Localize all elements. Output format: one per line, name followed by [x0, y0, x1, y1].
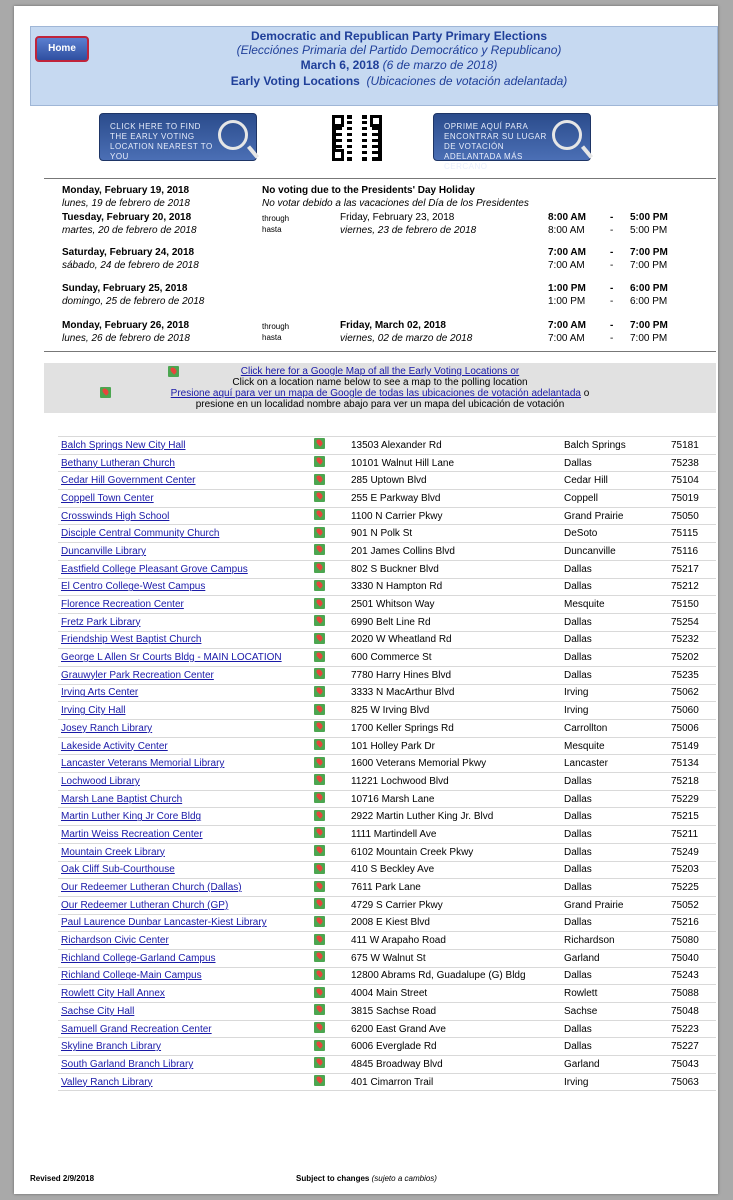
- location-name-link[interactable]: Lakeside Activity Center: [61, 740, 168, 752]
- location-city: Rowlett: [561, 985, 668, 1003]
- location-zip: 75229: [668, 790, 716, 808]
- location-name-link[interactable]: Our Redeemer Lutheran Church (GP): [61, 899, 229, 911]
- all-locations-map-link-spanish[interactable]: Presione aquí para ver un mapa de Google de todas las ubicaciones de votación adelantada: [170, 388, 581, 399]
- location-city: Carrollton: [561, 720, 668, 738]
- location-row: [58, 985, 716, 1003]
- map-instruction-es: presione en un localidad nombre abajo para ver un mapa del ubicación de votación: [195, 399, 565, 410]
- location-address: 410 S Beckley Ave: [348, 861, 561, 879]
- location-address: 2008 E Kiest Blvd: [348, 914, 561, 932]
- location-name-link[interactable]: Skyline Branch Library: [61, 1041, 162, 1053]
- location-city: Dallas: [561, 967, 668, 985]
- location-zip: 75134: [668, 755, 716, 773]
- location-name-link[interactable]: Our Redeemer Lutheran Church (Dallas): [61, 882, 242, 894]
- location-name-link[interactable]: Richland College-Main Campus: [61, 970, 202, 982]
- location-address: 12800 Abrams Rd, Guadalupe (G) Bldg: [348, 967, 561, 985]
- location-address: 1111 Martindell Ave: [348, 826, 561, 844]
- location-address: 6200 East Grand Ave: [348, 1020, 561, 1038]
- location-name-link[interactable]: Duncanville Library: [61, 545, 147, 557]
- location-zip: 75052: [668, 896, 716, 914]
- google-maps-icon[interactable]: [314, 527, 325, 538]
- location-city: Dallas: [561, 454, 668, 472]
- location-city: Coppell: [561, 490, 668, 508]
- google-maps-icon[interactable]: [314, 651, 325, 662]
- location-address: 600 Commerce St: [348, 649, 561, 667]
- google-map-section: [44, 363, 716, 413]
- location-row: [58, 684, 716, 702]
- location-name-link[interactable]: Bethany Lutheran Church: [61, 457, 175, 469]
- location-zip: 75223: [668, 1020, 716, 1038]
- google-maps-icon[interactable]: [314, 951, 325, 962]
- location-zip: 75116: [668, 543, 716, 561]
- google-maps-icon[interactable]: [314, 633, 325, 644]
- location-city: Dallas: [561, 808, 668, 826]
- location-address: 2020 W Wheatland Rd: [348, 631, 561, 649]
- location-name-link[interactable]: Grauwyler Park Recreation Center: [61, 669, 214, 681]
- location-zip: 75216: [668, 914, 716, 932]
- location-zip: 75080: [668, 932, 716, 950]
- google-maps-icon[interactable]: [314, 668, 325, 679]
- location-zip: 75149: [668, 737, 716, 755]
- location-zip: 75019: [668, 490, 716, 508]
- location-city: Dallas: [561, 560, 668, 578]
- location-city: Balch Springs: [561, 437, 668, 455]
- election-title: Democratic and Republican Party Primary Elections: [250, 29, 548, 43]
- location-name-link[interactable]: Irving Arts Center: [61, 687, 139, 699]
- location-city: Dallas: [561, 1020, 668, 1038]
- location-address: 101 Holley Park Dr: [348, 737, 561, 755]
- google-maps-icon[interactable]: [314, 969, 325, 980]
- location-city: Dallas: [561, 843, 668, 861]
- google-maps-icon[interactable]: [314, 544, 325, 555]
- google-maps-icon[interactable]: [314, 1022, 325, 1033]
- location-city: Dallas: [561, 1038, 668, 1056]
- google-maps-icon[interactable]: [314, 1057, 325, 1068]
- location-zip: 75215: [668, 808, 716, 826]
- location-name-link[interactable]: Cedar Hill Government Center: [61, 475, 196, 487]
- location-row: [58, 826, 716, 844]
- location-zip: 75211: [668, 826, 716, 844]
- link-suffix: o: [580, 388, 590, 399]
- location-address: 201 James Collins Blvd: [348, 543, 561, 561]
- location-zip: 75218: [668, 773, 716, 791]
- location-city: Dallas: [561, 773, 668, 791]
- location-zip: 75048: [668, 1003, 716, 1021]
- google-maps-icon[interactable]: [314, 438, 325, 449]
- location-address: 3330 N Hampton Rd: [348, 578, 561, 596]
- location-address: 285 Uptown Blvd: [348, 472, 561, 490]
- location-row: [58, 914, 716, 932]
- location-row: [58, 808, 716, 826]
- location-name-link[interactable]: George L Allen Sr Courts Bldg - MAIN LOCATION: [61, 652, 282, 664]
- google-maps-icon[interactable]: [314, 739, 325, 750]
- location-row: [58, 737, 716, 755]
- google-maps-icon[interactable]: [314, 863, 325, 874]
- find-nearest-location-button[interactable]: CLICK HERE TO FIND THE EARLY VOTING LOCATION NEAREST TO YOU: [99, 113, 257, 161]
- location-city: DeSoto: [561, 525, 668, 543]
- location-row: [58, 578, 716, 596]
- google-maps-icon[interactable]: [314, 774, 325, 785]
- location-zip: 75227: [668, 1038, 716, 1056]
- document-page: [14, 6, 718, 1194]
- google-maps-icon[interactable]: [314, 916, 325, 927]
- google-maps-icon[interactable]: [314, 562, 325, 573]
- location-city: Grand Prairie: [561, 507, 668, 525]
- location-name-link[interactable]: Valley Ranch Library: [61, 1076, 153, 1088]
- location-address: 2501 Whitson Way: [348, 596, 561, 614]
- location-city: Irving: [561, 702, 668, 720]
- google-maps-icon[interactable]: [314, 845, 325, 856]
- location-address: 7611 Park Lane: [348, 879, 561, 897]
- google-maps-icon[interactable]: [314, 686, 325, 697]
- location-city: Sachse: [561, 1003, 668, 1021]
- location-row: [58, 967, 716, 985]
- location-city: Dallas: [561, 826, 668, 844]
- google-maps-icon[interactable]: [314, 810, 325, 821]
- location-name-link[interactable]: Sachse City Hall: [61, 1005, 135, 1017]
- location-zip: 75060: [668, 702, 716, 720]
- magnifier-icon: [218, 120, 248, 150]
- location-city: Cedar Hill: [561, 472, 668, 490]
- early-voting-heading: Early Voting Locations (Ubicaciones de votación adelantada): [230, 74, 568, 88]
- location-name-link[interactable]: Fretz Park Library: [61, 616, 141, 628]
- location-row: [58, 843, 716, 861]
- location-row: [58, 543, 716, 561]
- location-zip: 75238: [668, 454, 716, 472]
- location-name-link[interactable]: Josey Ranch Library: [61, 722, 153, 734]
- location-address: 802 S Buckner Blvd: [348, 560, 561, 578]
- location-name-link[interactable]: Paul Laurence Dunbar Lancaster-Kiest Library: [61, 917, 267, 929]
- location-city: Dallas: [561, 666, 668, 684]
- location-zip: 75212: [668, 578, 716, 596]
- location-zip: 75063: [668, 1073, 716, 1091]
- location-address: 3333 N MacArthur Blvd: [348, 684, 561, 702]
- google-maps-icon[interactable]: [314, 704, 325, 715]
- location-address: 3815 Sachse Road: [348, 1003, 561, 1021]
- location-city: Dallas: [561, 631, 668, 649]
- location-zip: 75043: [668, 1056, 716, 1074]
- location-name-link[interactable]: Irving City Hall: [61, 705, 126, 717]
- qr-code: [332, 115, 382, 161]
- location-row: [58, 1003, 716, 1021]
- location-name-link[interactable]: Lancaster Veterans Memorial Library: [61, 758, 225, 770]
- google-maps-icon[interactable]: [314, 1075, 325, 1086]
- location-row: [58, 720, 716, 738]
- location-address: 1100 N Carrier Pkwy: [348, 507, 561, 525]
- location-name-link[interactable]: Martin Weiss Recreation Center: [61, 828, 203, 840]
- location-address: 4004 Main Street: [348, 985, 561, 1003]
- location-zip: 75225: [668, 879, 716, 897]
- location-row: [58, 879, 716, 897]
- location-address: 255 E Parkway Blvd: [348, 490, 561, 508]
- location-row: [58, 631, 716, 649]
- location-city: Dallas: [561, 578, 668, 596]
- location-name-link[interactable]: Disciple Central Community Church: [61, 528, 220, 540]
- location-name-link[interactable]: Richland College-Garland Campus: [61, 952, 216, 964]
- location-row: [58, 1020, 716, 1038]
- location-row: [58, 755, 716, 773]
- location-address: 2922 Martin Luther King Jr. Blvd: [348, 808, 561, 826]
- location-zip: 75115: [668, 525, 716, 543]
- location-zip: 75150: [668, 596, 716, 614]
- location-address: 4845 Broadway Blvd: [348, 1056, 561, 1074]
- location-address: 6990 Belt Line Rd: [348, 613, 561, 631]
- location-city: Dallas: [561, 613, 668, 631]
- location-name-link[interactable]: Crosswinds High School: [61, 510, 170, 522]
- location-city: Mesquite: [561, 596, 668, 614]
- location-row: [58, 454, 716, 472]
- location-name-link[interactable]: Marsh Lane Baptist Church: [61, 793, 183, 805]
- google-maps-icon[interactable]: [314, 491, 325, 502]
- location-city: Lancaster: [561, 755, 668, 773]
- location-row: [58, 790, 716, 808]
- revised-date: Revised 2/9/2018: [30, 1174, 95, 1183]
- google-maps-icon[interactable]: [314, 474, 325, 485]
- location-row: [58, 649, 716, 667]
- location-address: 1600 Veterans Memorial Pkwy: [348, 755, 561, 773]
- location-row: [58, 1056, 716, 1074]
- location-row: [58, 596, 716, 614]
- subject-to-change-note: Subject to changes (sujeto a cambios): [296, 1174, 437, 1183]
- google-maps-icon[interactable]: [314, 615, 325, 626]
- location-address: 13503 Alexander Rd: [348, 437, 561, 455]
- location-zip: 75062: [668, 684, 716, 702]
- location-address: 4729 S Carrier Pkwy: [348, 896, 561, 914]
- location-row: [58, 949, 716, 967]
- location-city: Dallas: [561, 790, 668, 808]
- location-address: 6006 Everglade Rd: [348, 1038, 561, 1056]
- google-maps-icon[interactable]: [314, 757, 325, 768]
- location-name-link[interactable]: Eastfield College Pleasant Grove Campus: [61, 563, 248, 575]
- location-row: [58, 702, 716, 720]
- google-maps-icon[interactable]: [314, 509, 325, 520]
- google-maps-icon[interactable]: [314, 792, 325, 803]
- google-maps-icon[interactable]: [314, 827, 325, 838]
- location-row: [58, 861, 716, 879]
- schedule-row: Tuesday, February 20, 2018 martes, 20 de febrero de 2018 through hasta Friday, February 23, 2018 viernes, 23 de febrero de 2018 8:00 AM - 5:00 PM 8:00 AM - 5:00 PM: [62, 212, 668, 236]
- location-city: Grand Prairie: [561, 896, 668, 914]
- google-maps-icon[interactable]: [314, 881, 325, 892]
- location-row: [58, 472, 716, 490]
- location-row: [58, 896, 716, 914]
- location-name-link[interactable]: Friendship West Baptist Church: [61, 634, 202, 646]
- location-name-link[interactable]: Samuell Grand Recreation Center: [61, 1023, 212, 1035]
- location-zip: 75006: [668, 720, 716, 738]
- location-zip: 75202: [668, 649, 716, 667]
- google-maps-icon[interactable]: [314, 456, 325, 467]
- location-zip: 75254: [668, 613, 716, 631]
- location-row: [58, 560, 716, 578]
- location-zip: 75040: [668, 949, 716, 967]
- location-zip: 75181: [668, 437, 716, 455]
- google-maps-icon[interactable]: [314, 598, 325, 609]
- google-maps-icon[interactable]: [314, 1004, 325, 1015]
- location-row: [58, 773, 716, 791]
- find-nearest-location-button-spanish[interactable]: OPRIME AQUÍ PARA ENCONTRAR SU LUGAR DE VOTACIÓN ADELANTADA MÁS CERCANO: [433, 113, 591, 161]
- schedule-row: Sunday, February 25, 2018 domingo, 25 de febrero de 2018 1:00 PM - 6:00 PM 1:00 PM - 6:00 PM: [62, 283, 668, 307]
- location-city: Dallas: [561, 879, 668, 897]
- location-city: Mesquite: [561, 737, 668, 755]
- location-row: [58, 1038, 716, 1056]
- location-address: 675 W Walnut St: [348, 949, 561, 967]
- google-maps-icon[interactable]: [314, 721, 325, 732]
- location-name-link[interactable]: Coppell Town Center: [61, 492, 154, 504]
- location-zip: 75088: [668, 985, 716, 1003]
- location-address: 901 N Polk St: [348, 525, 561, 543]
- location-address: 7780 Harry Hines Blvd: [348, 666, 561, 684]
- location-city: Duncanville: [561, 543, 668, 561]
- location-zip: 75203: [668, 861, 716, 879]
- location-row: [58, 490, 716, 508]
- map-instruction-en: Click on a location name below to see a map to the polling location: [232, 377, 528, 388]
- location-city: Irving: [561, 684, 668, 702]
- location-zip: 75243: [668, 967, 716, 985]
- magnifier-icon: [552, 120, 582, 150]
- location-zip: 75232: [668, 631, 716, 649]
- location-name-link[interactable]: El Centro College-West Campus: [61, 581, 206, 593]
- google-maps-icon[interactable]: [314, 580, 325, 591]
- location-row: [58, 507, 716, 525]
- location-address: 10716 Marsh Lane: [348, 790, 561, 808]
- location-city: Irving: [561, 1073, 668, 1091]
- location-name-link[interactable]: South Garland Branch Library: [61, 1058, 194, 1070]
- location-name-link[interactable]: Martin Luther King Jr Core Bldg: [61, 811, 202, 823]
- location-row: [58, 525, 716, 543]
- location-name-link[interactable]: Oak Cliff Sub-Courthouse: [61, 864, 175, 876]
- google-maps-icon[interactable]: [314, 898, 325, 909]
- location-city: Dallas: [561, 914, 668, 932]
- election-title-spanish: (Elecciónes Primaria del Partido Democrático y Republicano): [236, 43, 562, 57]
- location-row: [58, 666, 716, 684]
- location-zip: 75217: [668, 560, 716, 578]
- location-row: [58, 1073, 716, 1091]
- voting-schedule: [44, 178, 716, 352]
- location-name-link[interactable]: Balch Springs New City Hall: [61, 439, 186, 451]
- location-address: 6102 Mountain Creek Pkwy: [348, 843, 561, 861]
- location-city: Garland: [561, 949, 668, 967]
- location-address: 1700 Keller Springs Rd: [348, 720, 561, 738]
- google-maps-icon[interactable]: [314, 987, 325, 998]
- header-banner: [30, 26, 718, 106]
- location-row: [58, 437, 716, 455]
- location-address: 10101 Walnut Hill Lane: [348, 454, 561, 472]
- home-button[interactable]: Home: [35, 36, 89, 62]
- election-date: March 6, 2018 (6 de marzo de 2018): [300, 58, 498, 72]
- location-address: 401 Cimarron Trail: [348, 1073, 561, 1091]
- all-locations-map-link[interactable]: Click here for a Google Map of all the Early Voting Locations or: [240, 366, 520, 377]
- location-name-link[interactable]: Richardson Civic Center: [61, 935, 169, 947]
- location-zip: 75050: [668, 507, 716, 525]
- location-zip: 75104: [668, 472, 716, 490]
- location-city: Dallas: [561, 649, 668, 667]
- location-city: Richardson: [561, 932, 668, 950]
- location-address: 11221 Lochwood Blvd: [348, 773, 561, 791]
- location-name-link[interactable]: Florence Recreation Center: [61, 599, 184, 611]
- location-zip: 75235: [668, 666, 716, 684]
- location-city: Dallas: [561, 861, 668, 879]
- schedule-row: Monday, February 19, 2018 lunes, 19 de febrero de 2018 No voting due to the Presidents' Day Holiday No votar debido a las vacaciones del Día de los Presidentes: [62, 185, 529, 209]
- location-row: [58, 613, 716, 631]
- google-maps-icon[interactable]: [314, 1040, 325, 1051]
- location-address: 825 W Irving Blvd: [348, 702, 561, 720]
- schedule-row: Saturday, February 24, 2018 sábado, 24 de febrero de 2018 7:00 AM - 7:00 PM 7:00 AM - 7:00 PM: [62, 247, 668, 271]
- location-city: Garland: [561, 1056, 668, 1074]
- location-name-link[interactable]: Lochwood Library: [61, 775, 140, 787]
- location-row: [58, 932, 716, 950]
- location-name-link[interactable]: Rowlett City Hall Annex: [61, 988, 165, 1000]
- location-address: 411 W Arapaho Road: [348, 932, 561, 950]
- location-zip: 75249: [668, 843, 716, 861]
- google-maps-icon[interactable]: [314, 934, 325, 945]
- schedule-row: Monday, February 26, 2018 lunes, 26 de febrero de 2018 through hasta Friday, March 02, 2018 viernes, 02 de marzo de 2018 7:00 AM - 7:00 PM 7:00 AM - 7:00 PM: [62, 320, 668, 344]
- location-name-link[interactable]: Mountain Creek Library: [61, 846, 165, 858]
- locations-table: [58, 436, 716, 1091]
